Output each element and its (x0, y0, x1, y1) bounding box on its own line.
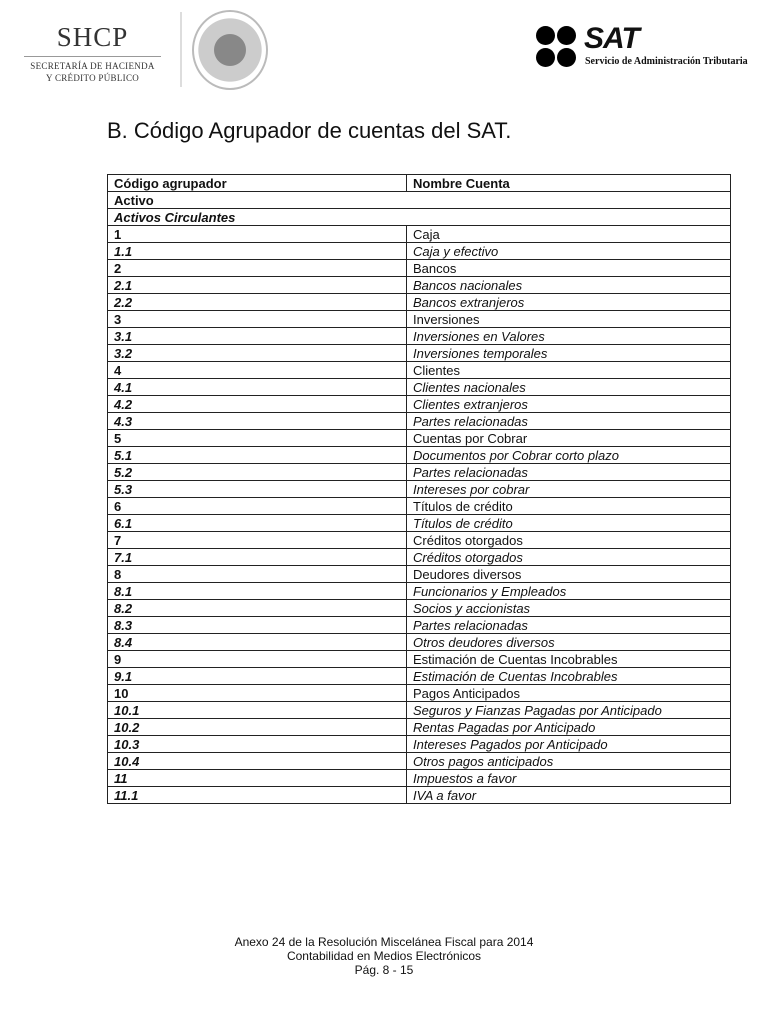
account-name: Estimación de Cuentas Incobrables (407, 668, 731, 685)
account-code: 11 (108, 770, 407, 787)
account-code-table (107, 174, 731, 804)
account-name: Documentos por Cobrar corto plazo (407, 447, 731, 464)
table-row (108, 396, 731, 413)
account-code: 9.1 (108, 668, 407, 685)
account-code: 10.4 (108, 753, 407, 770)
table-row (108, 549, 731, 566)
table-row (108, 532, 731, 549)
account-name: Clientes (407, 362, 731, 379)
table-row (108, 515, 731, 532)
account-name: Bancos extranjeros (407, 294, 731, 311)
column-header-name: Nombre Cuenta (407, 175, 731, 192)
account-code: 8.4 (108, 634, 407, 651)
account-code: 4.3 (108, 413, 407, 430)
table-row (108, 736, 731, 753)
account-name: Clientes nacionales (407, 379, 731, 396)
sat-logo-text: SAT (584, 22, 639, 55)
footer-line1: Anexo 24 de la Resolución Miscelánea Fiscal para 2014 (234, 935, 534, 949)
account-code: 10 (108, 685, 407, 702)
account-code: 5.1 (108, 447, 407, 464)
account-code: 7.1 (108, 549, 407, 566)
table-row (108, 277, 731, 294)
table-row (108, 379, 731, 396)
sat-dots-icon (536, 26, 580, 70)
account-name: Cuentas por Cobrar (407, 430, 731, 447)
table-row (108, 770, 731, 787)
account-name: Créditos otorgados (407, 532, 731, 549)
table-row (108, 447, 731, 464)
account-code: 10.1 (108, 702, 407, 719)
account-code: 5.2 (108, 464, 407, 481)
account-name: Seguros y Fianzas Pagadas por Anticipado (407, 702, 731, 719)
account-name: Inversiones en Valores (407, 328, 731, 345)
account-name: Otros pagos anticipados (407, 753, 731, 770)
table-row (108, 753, 731, 770)
account-name: Intereses por cobrar (407, 481, 731, 498)
table-row (108, 668, 731, 685)
table-row (108, 566, 731, 583)
logo-divider (180, 12, 182, 87)
table-row (108, 583, 731, 600)
account-code: 6 (108, 498, 407, 515)
account-code: 5 (108, 430, 407, 447)
subsection-label: Activos Circulantes (108, 209, 731, 226)
account-name: Funcionarios y Empleados (407, 583, 731, 600)
page-footer (0, 935, 768, 977)
account-code: 3.2 (108, 345, 407, 362)
account-name: Socios y accionistas (407, 600, 731, 617)
account-name: Caja (407, 226, 731, 243)
account-name: Bancos (407, 260, 731, 277)
table-row (108, 464, 731, 481)
account-code: 7 (108, 532, 407, 549)
account-code: 3 (108, 311, 407, 328)
table-header-row (108, 175, 731, 192)
account-name: Inversiones temporales (407, 345, 731, 362)
account-name: Rentas Pagadas por Anticipado (407, 719, 731, 736)
account-code: 4.1 (108, 379, 407, 396)
account-code: 4.2 (108, 396, 407, 413)
account-name: Otros deudores diversos (407, 634, 731, 651)
table-row (108, 226, 731, 243)
table-row (108, 260, 731, 277)
mexico-seal-icon (192, 10, 268, 90)
account-code: 8.3 (108, 617, 407, 634)
section-label: Activo (108, 192, 731, 209)
table-row (108, 617, 731, 634)
account-code: 4 (108, 362, 407, 379)
column-header-code: Código agrupador (108, 175, 407, 192)
account-name: IVA a favor (407, 787, 731, 804)
shcp-line2: Y CRÉDITO PÚBLICO (45, 73, 140, 83)
account-code: 10.2 (108, 719, 407, 736)
account-code: 8 (108, 566, 407, 583)
account-name: Pagos Anticipados (407, 685, 731, 702)
account-code: 1 (108, 226, 407, 243)
account-code: 9 (108, 651, 407, 668)
account-code: 2.2 (108, 294, 407, 311)
shcp-logo (20, 22, 165, 84)
account-code: 8.1 (108, 583, 407, 600)
section-row (108, 192, 731, 209)
account-code: 3.1 (108, 328, 407, 345)
account-name: Intereses Pagados por Anticipado (407, 736, 731, 753)
shcp-line1: SECRETARÍA DE HACIENDA (30, 61, 155, 71)
account-code: 8.2 (108, 600, 407, 617)
account-name: Créditos otorgados (407, 549, 731, 566)
table-row (108, 362, 731, 379)
table-row (108, 651, 731, 668)
account-code: 6.1 (108, 515, 407, 532)
account-name: Inversiones (407, 311, 731, 328)
account-name: Partes relacionadas (407, 617, 731, 634)
account-name: Títulos de crédito (407, 498, 731, 515)
table-row (108, 345, 731, 362)
table-row (108, 311, 731, 328)
account-code: 2 (108, 260, 407, 277)
account-name: Títulos de crédito (407, 515, 731, 532)
table-row (108, 481, 731, 498)
account-name: Partes relacionadas (407, 464, 731, 481)
subsection-row (108, 209, 731, 226)
account-name: Partes relacionadas (407, 413, 731, 430)
account-code: 11.1 (108, 787, 407, 804)
table-row (108, 702, 731, 719)
page-number: Pág. 8 - 15 (354, 963, 414, 977)
table-row (108, 685, 731, 702)
account-code: 1.1 (108, 243, 407, 260)
account-name: Caja y efectivo (407, 243, 731, 260)
sat-subtitle: Servicio de Administración Tributaria (585, 56, 748, 67)
account-name: Deudores diversos (407, 566, 731, 583)
table-row (108, 328, 731, 345)
table-row (108, 243, 731, 260)
table-row (108, 430, 731, 447)
account-code: 10.3 (108, 736, 407, 753)
table-row (108, 719, 731, 736)
account-code: 5.3 (108, 481, 407, 498)
account-name: Estimación de Cuentas Incobrables (407, 651, 731, 668)
account-name: Bancos nacionales (407, 277, 731, 294)
account-code: 2.1 (108, 277, 407, 294)
shcp-logo-text: SHCP (56, 22, 129, 52)
section-title: B. Código Agrupador de cuentas del SAT. (107, 118, 512, 143)
footer-line2: Contabilidad en Medios Electrónicos (286, 949, 482, 963)
table-row (108, 634, 731, 651)
table-row (108, 413, 731, 430)
table-row (108, 498, 731, 515)
account-name: Impuestos a favor (407, 770, 731, 787)
table-row (108, 787, 731, 804)
account-name: Clientes extranjeros (407, 396, 731, 413)
table-row (108, 600, 731, 617)
table-row (108, 294, 731, 311)
